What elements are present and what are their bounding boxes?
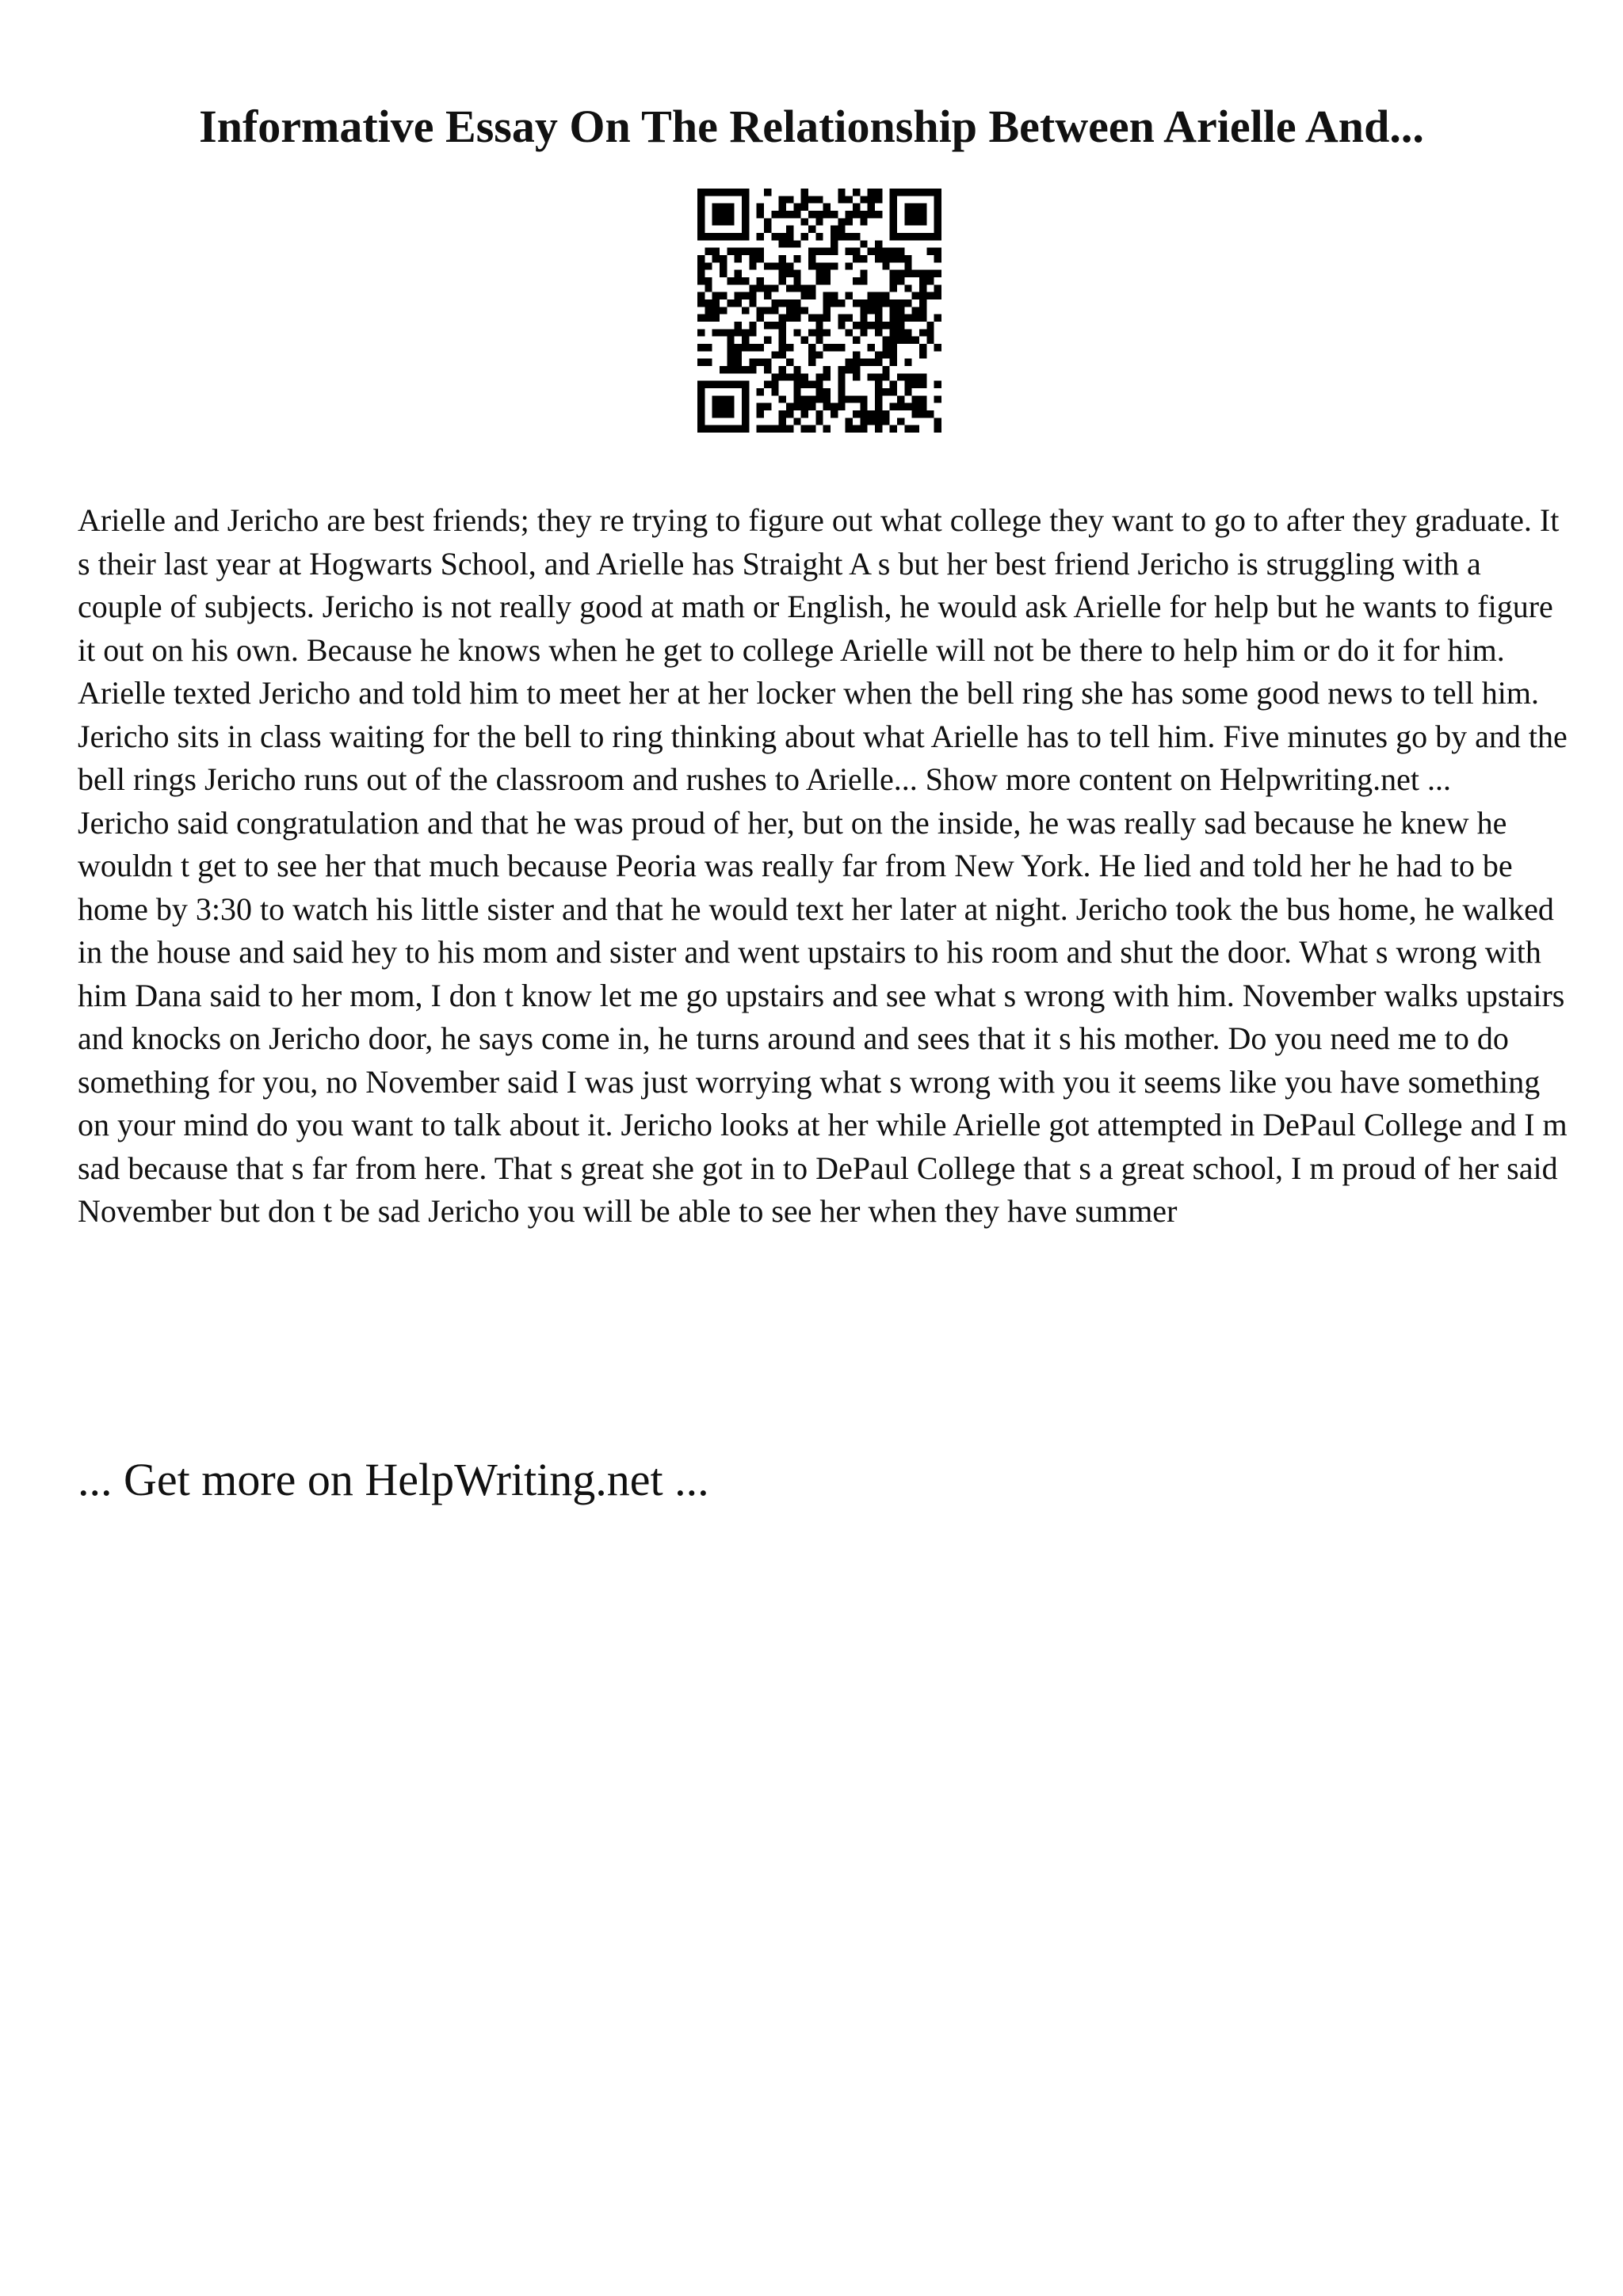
document-title: Informative Essay On The Relationship Between Arielle And...	[199, 101, 1424, 152]
get-more-link[interactable]: ... Get more on HelpWriting.net ...	[78, 1454, 709, 1505]
essay-paragraph-1: Arielle and Jericho are best friends; they re trying to figure out what college they want to go to after they graduate. It s their last year at Hogwarts School, and Arielle has Straight A s but her best friend Jericho is struggling with a couple of subjects. Jericho is not really good at math or English, he would ask Arielle for help but he wants to figure it out on his own. Because he knows when he get to college Arielle will not be there to help him or do it for him. Arielle texted Jericho and told him to meet her at her locker when the bell ring she has some good news to tell him. Jericho sits in class waiting for the bell to ring thinking about what Arielle has to tell him. Five minutes go by and the bell rings Jericho runs out of the classroom and rushes to Arielle... Show more content on Helpwriting.net ...	[78, 502, 1568, 797]
essay-body	[78, 499, 1568, 1234]
essay-paragraph-2: Jericho said congratulation and that he was proud of her, but on the inside, he was really sad because he knew he wouldn t get to see her that much because Peoria was really far from New York. He lied and told her he had to be home by 3:30 to watch his little sister and that he would text her later at night. Jericho took the bus home, he walked in the house and said hey to his mom and sister and went upstairs to his room and shut the door. What s wrong with him Dana said to her mom, I don t know let me go upstairs and see what s wrong with him. November walks upstairs and knocks on Jericho door, he says come in, he turns around and sees that it s his mother. Do you need me to do something for you, no November said I was just worrying what s wrong with you it seems like you have something on your mind do you want to talk about it. Jericho looks at her while Arielle got attempted in DePaul College and I m sad because that s far from here. That s great she got in to DePaul College that s a great school, I m proud of her said November but don t be sad Jericho you will be able to see her when they have summer	[78, 804, 1568, 1229]
qr-code-icon	[697, 189, 941, 433]
